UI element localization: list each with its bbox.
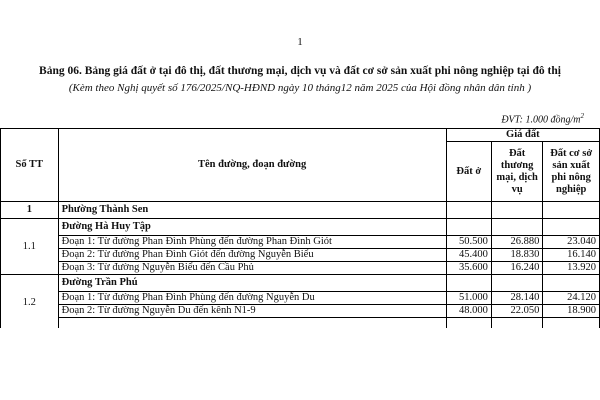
table-row (1, 305, 600, 318)
street-name: Đường Trần Phú (58, 275, 446, 292)
header-stt: Số TT (1, 129, 59, 202)
price-residential: 50.500 (446, 236, 491, 249)
table-row (1, 236, 600, 249)
price-commercial: 26.880 (491, 236, 542, 249)
price-production: 13.920 (543, 262, 600, 275)
page-number: 1 (297, 36, 303, 48)
unit-label: ĐVT: 1.000 đồng/$m^2$ (501, 112, 584, 126)
price-commercial: 18.830 (491, 249, 542, 262)
section-name: Phường Thành Sen (58, 202, 446, 219)
price-residential: 48.000 (446, 305, 491, 318)
header-name: Tên đường, đoạn đường (58, 129, 446, 202)
land-price-table (0, 128, 600, 328)
segment-name: Đoạn 3: Từ đường Nguyễn Biểu đến Cầu Phủ (58, 262, 446, 275)
header-production: Đất cơ sở sản xuất phi nông nghiệp (543, 142, 600, 202)
segment-name: Đoạn 2: Từ đường Phan Đình Giót đến đường Nguyễn Biểu (58, 249, 446, 262)
table-row (1, 249, 600, 262)
price-production: 18.900 (543, 305, 600, 318)
price-commercial: 22.050 (491, 305, 542, 318)
street-stt: 1.1 (1, 219, 59, 275)
header-residential: Đất ở (446, 142, 491, 202)
price-commercial: 28.140 (491, 292, 542, 305)
segment-name: Đoạn 2: Từ đường Nguyễn Du đến kênh N1-9 (58, 305, 446, 318)
street-stt: 1.2 (1, 275, 59, 329)
price-residential: 45.400 (446, 249, 491, 262)
section-stt: 1 (1, 202, 59, 219)
price-production: 23.040 (543, 236, 600, 249)
price-residential: 51.000 (446, 292, 491, 305)
street-row (1, 275, 600, 292)
price-production: 24.120 (543, 292, 600, 305)
segment-name: Đoạn 1: Từ đường Phan Đình Phùng đến đường Phan Đình Giót (58, 236, 446, 249)
document-subtitle: (Kèm theo Nghị quyết số 176/2025/NQ-HĐND ngày 10 tháng12 năm 2025 của Hội đồng nhân dân tỉnh ) (68, 82, 532, 94)
price-residential: 35.600 (446, 262, 491, 275)
segment-name: Đoạn 1: Từ đường Phan Đình Phùng đến đường Nguyễn Du (58, 292, 446, 305)
table-container (0, 128, 600, 328)
document-title: Bảng 06. Bảng giá đất ở tại đô thị, đất thương mại, dịch vụ và đất cơ sở sản xuất phi nông nghiệp tại đô thị (39, 65, 561, 77)
table-row (1, 262, 600, 275)
street-name: Đường Hà Huy Tập (58, 219, 446, 236)
price-commercial: 16.240 (491, 262, 542, 275)
table-row (1, 292, 600, 305)
header-price-group: Giá đất (446, 129, 599, 142)
table-row (1, 318, 600, 329)
header-commercial: Đất thương mại, dịch vụ (491, 142, 542, 202)
price-production: 16.140 (543, 249, 600, 262)
street-row (1, 219, 600, 236)
section-row (1, 202, 600, 219)
